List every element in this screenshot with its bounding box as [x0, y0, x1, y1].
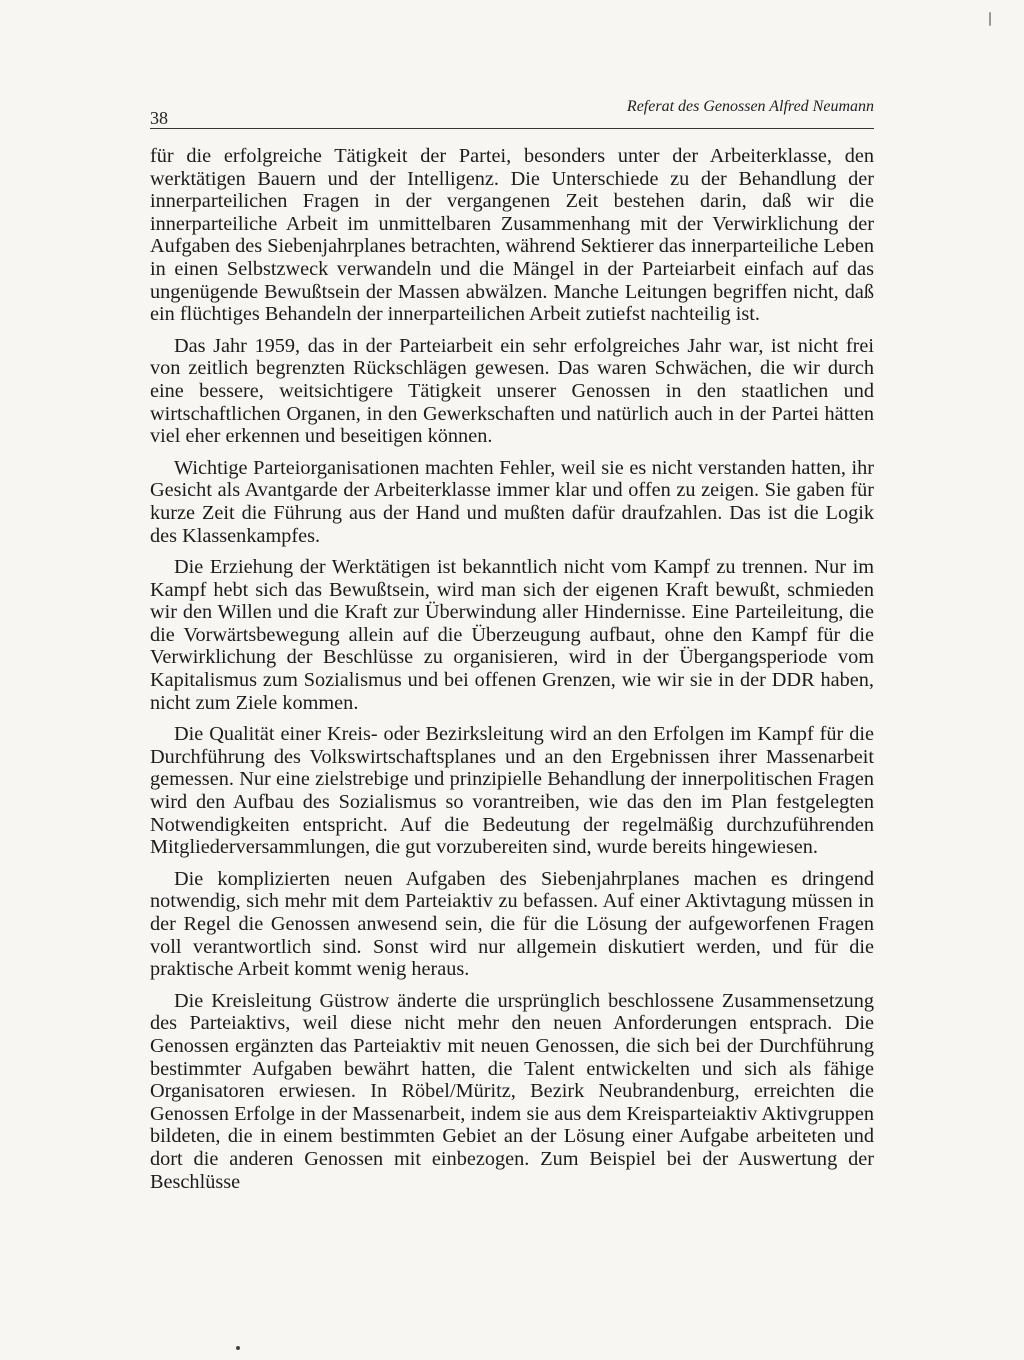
paragraph-5: Die Qualität einer Kreis- oder Bezirksleitung wird an den Erfolgen im Kampf für die Durchführung des Volkswirtschaftsplanes und an den Ergebnissen ihrer Massenarbeit gemessen. Nur eine zielstrebige und prinzipielle Behandlung der innerpolitischen Fragen wird den Aufbau des Sozialismus so vorantreiben, wie das den im Plan festgelegten Notwendigkeiten entspricht. Auf die Bedeutung der regelmäßig durchzuführenden Mitgliederversammlungen, die gut vorzubereiten sind, wurde bereits hingewiesen.: [150, 723, 874, 859]
paragraph-4: Die Erziehung der Werktätigen ist bekanntlich nicht vom Kampf zu trennen. Nur im Kampf hebt sich das Bewußtsein, wird man sich der eigenen Kraft bewußt, schmieden wir den Willen und die Kraft zur Überwindung aller Hindernisse. Eine Parteileitung, die die Vorwärtsbewegung allein auf die Überzeugung aufbaut, ohne den Kampf für die Verwirklichung der Beschlüsse zu organisieren, wird in der Übergangsperiode vom Kapitalismus zum Sozialismus und bei offenen Grenzen, wie wir sie in der DDR haben, nicht zum Ziele kommen.: [150, 556, 874, 714]
running-head: Referat des Genossen Alfred Neumann: [626, 98, 874, 115]
paragraph-3: Wichtige Parteiorganisationen machten Fehler, weil sie es nicht verstanden hatten, ihr Gesicht als Avantgarde der Arbeiterklasse immer klar und offen zu zeigen. Sie gaben für kurze Zeit die Führung aus der Hand und mußten dafür draufzahlen. Das ist die Logik des Klassenkampfes.: [150, 456, 874, 547]
paragraph-1: für die erfolgreiche Tätigkeit der Partei, besonders unter der Arbeiterklasse, den werktätigen Bauern und der Intelligenz. Die Unterschiede zu der Behandlung der innerparteilichen Fragen in der vergangenen Zeit bestehen darin, daß wir die innerparteiliche Arbeit im unmittelbaren Zusammenhang mit der Verwirklichung der Aufgaben des Siebenjahrplanes betrachten, während Sektierer das innerparteiliche Leben in einen Selbstzweck verwandeln und die Mängel in der Parteiarbeit einfach auf das ungenügende Bewußtsein der Massen abwälzen. Manche Leitungen begriffen nicht, daß ein flüchtiges Behandeln der innerparteilichen Arbeit zutiefst nachteilig ist.: [150, 145, 874, 326]
scan-speck: [236, 1346, 240, 1350]
body-text: [150, 145, 874, 1193]
header-rule: [150, 128, 874, 129]
paragraph-2: Das Jahr 1959, das in der Parteiarbeit ein sehr erfolgreiches Jahr war, ist nicht frei von zeitlich begrenzten Rückschlägen gewesen. Das waren Schwächen, die wir durch eine bessere, weitsichtigere Tätigkeit unserer Genossen in den staatlichen und wirtschaftlichen Organen, in den Gewerkschaften und natürlich auch in der Partei hätten viel eher erkennen und beseitigen können.: [150, 334, 874, 448]
paragraph-6: Die komplizierten neuen Aufgaben des Siebenjahrplanes machen es dringend notwendig, sich mehr mit dem Parteiaktiv zu befassen. Auf einer Aktivtagung müssen in der Regel die Genossen anwesend sein, die für die Lösung der aufgeworfenen Fragen voll verantwortlich sind. Sonst wird nur allgemein diskutiert werden, und für die praktische Arbeit kommt wenig heraus.: [150, 867, 874, 981]
scan-speck: [989, 12, 991, 26]
paragraph-7: Die Kreisleitung Güstrow änderte die ursprünglich beschlossene Zusammensetzung des Parteiaktivs, weil diese nicht mehr den neuen Anforderungen entsprach. Die Genossen ergänzten das Parteiaktiv mit neuen Genossen, die sich bei der Durchführung bestimmter Aufgaben bewährt hatten, die Talent entwickelten und sich als fähige Organisatoren erwiesen. In Röbel/Müritz, Bezirk Neubrandenburg, erreichten die Genossen Erfolge in der Massenarbeit, indem sie aus dem Kreisparteiaktiv Aktivgruppen bildeten, die in einem bestimmten Gebiet an der Lösung einer Aufgabe arbeiteten und dort die anderen Genossen mit einbezogen. Zum Beispiel bei der Auswertung der Beschlüsse: [150, 989, 874, 1193]
page-number: 38: [150, 108, 168, 128]
page-header: [150, 98, 874, 128]
